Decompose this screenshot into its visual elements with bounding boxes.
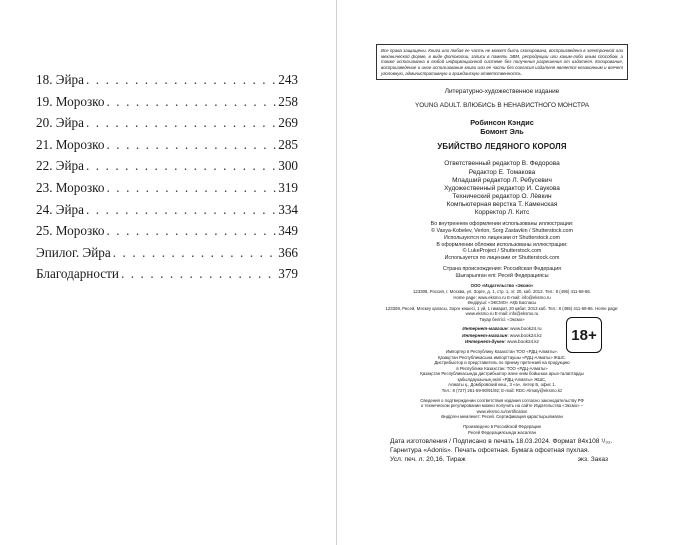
toc-entry: [36, 115, 298, 137]
staff-line: Корректор Л. Китс: [474, 209, 530, 217]
made-in-line: Произведено в Российской Федерации: [463, 423, 541, 429]
toc-entry-page: 349: [278, 223, 298, 239]
toc-leader-dots: [107, 94, 277, 110]
cert-line: Өндірген мемлекет: Ресей. Сертификация қарастырылмаған: [441, 414, 563, 420]
table-of-contents: [36, 72, 298, 288]
toc-entry-title: 25. Морозко: [36, 223, 105, 239]
credit-line: Используется по лицензии от Shutterstock.com: [444, 255, 560, 262]
importer-line: Алматы қ., Домбровский көш., 3 «а», литер Б, офис 1.: [448, 382, 556, 388]
toc-entry-page: 243: [278, 72, 298, 87]
rights-notice: Все права защищены. Книга или любая ее часть не может быть скопирована, воспроизведена в электронной или механической форме, в виде фотокопии, записи в память ЭВМ, репродукции или каким-либо иным способом, а также использована в любой информационной системе без получения разрешения от издателя. Копирование, воспроизведение и иное использование книги или ее части без согласия издателя является незаконным и влечет уголовную, административную и гражданскую ответственность.: [376, 44, 628, 80]
toc-leader-dots: [86, 202, 276, 218]
author-name: Робинсон Кэндис: [470, 117, 534, 127]
importer-line: Импортер в Республику Казахстан ТОО «РДЦ-Алматы».: [446, 349, 558, 355]
cert-line: Сведения о подтверждении соответствия издания согласно законодательству РФ: [420, 397, 584, 403]
shop-label: Интернет-дүкен: [465, 338, 505, 344]
toc-entry-title: 21. Морозко: [36, 136, 105, 152]
imprint-block: [376, 44, 628, 435]
toc-leader-dots: [107, 180, 277, 196]
toc-entry: [36, 202, 298, 224]
illustration-credits: [376, 221, 628, 262]
toc-entry-title: 24. Эйра: [36, 201, 84, 217]
importer-line: Дистрибьютор и представитель по приему претензий на продукцию: [434, 360, 570, 366]
toc-leader-dots: [86, 158, 276, 174]
shop-label: Интернет-магазин: [462, 326, 508, 332]
toc-entry-title: Благодарности: [36, 266, 119, 282]
print-date: Дата изготовления / Подписано в печать 18.03.2024. Формат 84x108 ¹/₃₂.: [390, 438, 613, 445]
toc-entry-title: 23. Морозко: [36, 179, 105, 195]
book-title: УБИЙСТВО ЛЕДЯНОГО КОРОЛЯ: [437, 142, 567, 152]
staff-line: Компьютерная верстка Т. Каменская: [446, 201, 558, 209]
sheets-row: [390, 456, 630, 465]
toc-entry-title: 19. Морозко: [36, 93, 105, 109]
shop-url[interactable]: : www.book24.kz: [507, 332, 542, 338]
toc-entry-title: 22. Эйра: [36, 158, 84, 174]
toc-entry-page: 366: [278, 244, 298, 260]
importer-line: Қазақстан Республикасына импорттаушы «РДЦ-Алматы» ЖШС.: [437, 354, 566, 360]
country-line: Шығарылған елі: Ресей Федерациясы: [455, 272, 549, 279]
credit-line: © Vasya-Kobelev, Verlon, Sorg Zastavkin / Shutterstock.com: [431, 228, 573, 235]
trademark: Тауар белгісі: «Эксмо»: [479, 316, 525, 322]
toc-entry-page: 300: [278, 158, 298, 174]
importer-line: қабылдаушының өкілі «РДЦ-Алматы» ЖШС,: [457, 376, 547, 382]
toc-entry-page: 379: [278, 266, 298, 282]
made-in-line: Ресей Федерациясында жасалған: [468, 429, 536, 435]
toc-entry: [36, 72, 298, 94]
credit-line: Во внутреннем оформлении использованы иллюстрации:: [430, 221, 574, 228]
author-name: Бомонт Эль: [480, 126, 524, 136]
toc-entry: [36, 223, 298, 245]
toc-entry-page: 319: [278, 179, 298, 195]
staff-line: Младший редактор Л. Ребусевич: [452, 176, 552, 184]
importer-line: Қазақстан Республикасында дистрибьютор және өнім бойынша арыз-талаптарды: [420, 371, 584, 377]
certification-info: [376, 398, 628, 420]
staff-line: Ответственный редактор В. Федорова: [444, 160, 560, 168]
publisher-web: Home page: www.eksmo.ru E-mail: info@eksmo.ru: [453, 294, 551, 300]
toc-entry-title: 20. Эйра: [36, 115, 84, 131]
shop-url[interactable]: : www.book24.kz: [504, 338, 539, 344]
toc-entry: [36, 158, 298, 180]
shop-label: Интернет-магазин: [462, 332, 508, 338]
toc-entry: [36, 180, 298, 202]
country-of-origin: [376, 266, 628, 280]
publisher-name-kz: Өндіруші: «ЭКСМО» АҚБ Баспасы: [467, 300, 537, 306]
shop-url[interactable]: : www.book24.ru: [507, 326, 542, 332]
toc-entry-title: Эпилог. Эйра: [36, 244, 111, 260]
toc-leader-dots: [121, 266, 276, 282]
toc-entry: [36, 245, 298, 267]
country-line: Страна происхождения: Российская Федерация: [442, 265, 562, 272]
toc-leader-dots: [86, 115, 276, 131]
print-details: [390, 438, 630, 465]
typeface-info: Гарнитура «Adonis». Печать офсетная. Бумага офсетная пухлая.: [390, 446, 590, 454]
publisher-address: 123308, Россия, г. Москва, ул. Зорге, д. 1, стр. 1, эт. 20, каб. 2013. Тел.: 8 (495) 411-68-86.: [413, 288, 591, 294]
toc-entry-title: 18. Эйра: [36, 72, 84, 87]
toc-entry-page: 285: [278, 136, 298, 152]
made-in: [376, 424, 628, 435]
series-name: YOUNG ADULT. ВЛЮБИСЬ В НЕНАВИСТНОГО МОНСТРА: [414, 102, 590, 110]
editorial-staff: [376, 160, 628, 217]
importer-info: [376, 349, 628, 394]
staff-line: Редактор Е. Томакова: [468, 168, 536, 176]
sheets-info: Усл. печ. л. 20,16. Тираж: [390, 455, 466, 463]
importer-line: в Республике Казахстан: ТОО «РДЦ-Алматы»: [456, 365, 548, 371]
credit-line: В оформлении обложки использованы иллюстрации:: [436, 241, 568, 248]
publisher-name: ООО «Издательство «Эксмо»: [470, 283, 534, 289]
toc-entry: [36, 266, 298, 288]
order-info: экз. Заказ: [577, 455, 608, 463]
toc-entry: [36, 94, 298, 116]
staff-line: Технический редактор О. Лёвкин: [452, 192, 552, 200]
toc-leader-dots: [107, 223, 277, 239]
toc-entry: [36, 137, 298, 159]
cert-line: www.eksmo.ru/certification: [476, 408, 528, 414]
toc-entry-page: 258: [278, 93, 298, 109]
edition-type: Литературно-художественное издание: [444, 88, 560, 96]
toc-entry-page: 269: [278, 115, 298, 131]
credit-line: Используются по лицензии от Shutterstock.com: [444, 234, 560, 241]
publisher-address-kz: 123308, Ресей, Мәскеу қаласы, Зорге көшесі, 1 үй, 1 ғимарат, 20 қабат, 2013 каб. Тел.: 8 (495) 411-68-86. Home page: www.eksmo.ru E-mail: info@eksmo.ru: [385, 305, 619, 317]
toc-leader-dots: [86, 72, 276, 88]
authors: [376, 119, 628, 137]
importer-line: Тел.: 8 (727) 251-59-90/91/92; E-mail: RDC-Almaty@eksmo.kz: [441, 388, 563, 394]
age-rating-badge: 18+: [566, 317, 602, 353]
toc-entry-page: 334: [278, 201, 298, 217]
credit-line: © LukeProject / Shutterstock.com: [462, 248, 542, 255]
staff-line: Художественный редактор И. Саукова: [444, 184, 560, 192]
toc-leader-dots: [107, 137, 277, 153]
cert-line: о техническом регулировании можно получить на сайте Издательства «Эксмо» –: [420, 403, 584, 409]
toc-leader-dots: [113, 245, 276, 261]
